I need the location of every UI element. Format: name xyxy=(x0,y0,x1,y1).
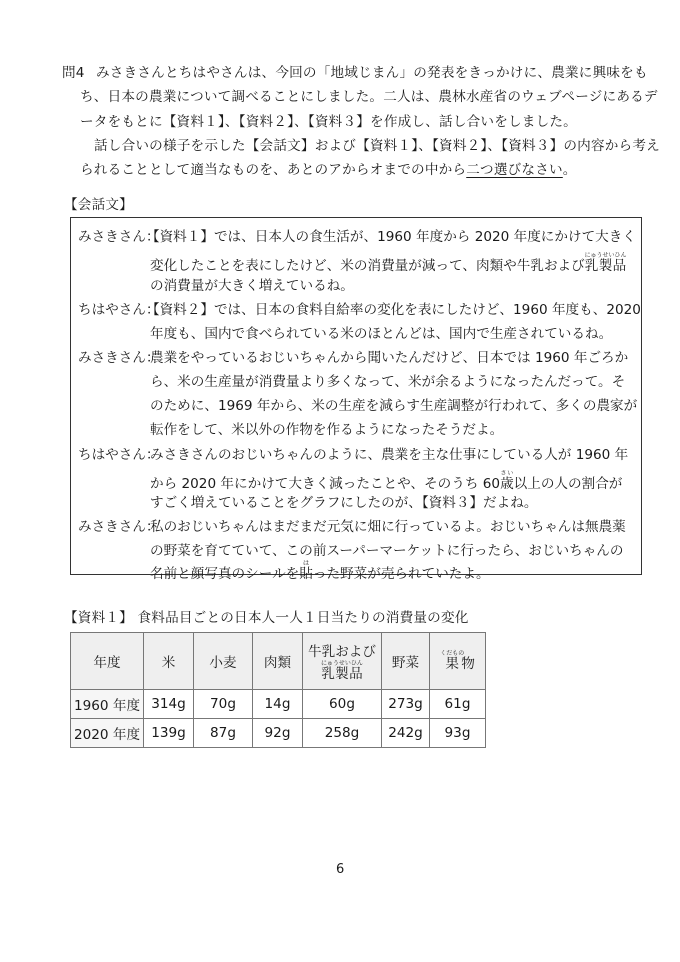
cell: 93g xyxy=(430,719,486,748)
header-meat: 肉類 xyxy=(253,633,303,690)
speaker-label: ちはやさん： xyxy=(78,302,160,318)
dialogue-line: みさきさんのおじいちゃんのように、農業を主な仕事にしている人が 1960 年 xyxy=(150,447,629,463)
dialogue-text: 以上の人の割合が xyxy=(513,476,623,492)
question-text-line: ち、日本の農業について調べることにしました。二人は、農林水産省のウェブページにあるデ xyxy=(80,89,658,105)
header-dairy xyxy=(303,633,382,690)
dialogue-text: 名前と顔写真のシールを xyxy=(150,566,300,582)
cell: 2020 年度 xyxy=(71,719,144,748)
cell: 139g xyxy=(144,719,194,748)
question-number: 問4 xyxy=(62,65,85,81)
header-fruit-rest: 物 xyxy=(461,656,475,672)
ruby-reading: にゅうせいひん xyxy=(584,252,627,259)
material1-table xyxy=(70,632,486,748)
cell: 70g xyxy=(194,690,253,719)
header-wheat: 小麦 xyxy=(194,633,253,690)
dialogue-line: すごく増えていることをグラフにしたのが、【資料３】だよね。 xyxy=(150,495,538,511)
table-header-row xyxy=(71,633,486,690)
ruby-base: 歳 xyxy=(500,476,514,492)
dialogue-line xyxy=(150,560,490,583)
dialogue-line: 転作をして、米以外の作物を作るようになったそうだよ。 xyxy=(150,422,504,438)
cell: 242g xyxy=(382,719,430,748)
table-row xyxy=(71,690,486,719)
dialogue-line: の消費量が大きく増えているね。 xyxy=(150,278,354,294)
ruby-base: 乳製品 xyxy=(321,666,363,682)
question-text-line: ータをもとに【資料１】、【資料２】、【資料３】を作成し、話し合いをしました。 xyxy=(80,114,577,130)
dialogue-line: 【資料２】では、日本の食料自給率の変化を表にしたけど、1960 年度も、2020 xyxy=(146,302,641,318)
header-rice: 米 xyxy=(144,633,194,690)
ruby-word xyxy=(440,650,465,672)
question-text-line: みさきさんとちはやさんは、今回の「地域じまん」の発表をきっかけに、農業に興味をも xyxy=(96,65,648,81)
dialogue-text: った野菜が売られていたよ。 xyxy=(312,566,490,582)
underlined-instruction: 二つ選びなさい xyxy=(466,162,563,178)
ruby-base: 貼 xyxy=(299,566,313,582)
dialogue-line: 年度も、国内で食べられている米のほとんどは、国内で生産されているね。 xyxy=(150,326,613,342)
cell: 87g xyxy=(194,719,253,748)
cell: 14g xyxy=(253,690,303,719)
cell: 314g xyxy=(144,690,194,719)
speaker-label: みさきさん： xyxy=(78,229,160,245)
ruby-reading: くだもの xyxy=(440,650,465,657)
cell: 60g xyxy=(303,690,382,719)
dialogue-line: 【資料１】では、日本人の食生活が、1960 年度から 2020 年度にかけて大きく xyxy=(146,229,636,245)
cell: 273g xyxy=(382,690,430,719)
dialogue-line xyxy=(150,252,626,275)
dialogue-line: ら、米の生産量が消費量より多くなって、米が余るようになったんだって。そ xyxy=(150,374,626,390)
dialogue-text: 変化したことを表にしたけど、米の消費量が減って、肉類や牛乳および xyxy=(150,258,585,274)
conversation-heading: 【会話文】 xyxy=(64,197,133,213)
instruction-text: られることとして適当なものを、あとのアからオまでの中から xyxy=(80,162,467,178)
question-text-line: 話し合いの様子を示した【会話文】および【資料１】、【資料２】、【資料３】の内容から考え xyxy=(94,138,660,154)
ruby-base: 乳製品 xyxy=(584,258,627,274)
header-fruit xyxy=(430,633,486,690)
cell: 1960 年度 xyxy=(71,690,144,719)
page-number: 6 xyxy=(336,862,345,877)
ruby-base: 果 xyxy=(440,656,465,672)
table-row xyxy=(71,719,486,748)
dialogue-line: の野菜を育てていて、この前スーパーマーケットに行ったら、おじいちゃんの xyxy=(150,543,624,559)
cell: 92g xyxy=(253,719,303,748)
speaker-label: ちはやさん： xyxy=(78,447,160,463)
ruby-word xyxy=(299,560,313,582)
question-text-line xyxy=(80,161,577,179)
ruby-word xyxy=(321,660,363,682)
cell: 61g xyxy=(430,690,486,719)
cell: 258g xyxy=(303,719,382,748)
ruby-reading: さい xyxy=(500,470,514,477)
dialogue-line xyxy=(150,470,622,493)
dialogue-text: から 2020 年にかけて大きく減ったことや、そのうち 60 xyxy=(150,476,501,492)
header-year: 年度 xyxy=(71,633,144,690)
header-dairy-line1: 牛乳および xyxy=(308,644,376,660)
ruby-word xyxy=(500,470,514,492)
ruby-reading: は xyxy=(299,560,313,567)
speaker-label: みさきさん： xyxy=(78,350,160,366)
period: 。 xyxy=(562,162,577,178)
ruby-word xyxy=(584,252,627,274)
header-vegetables: 野菜 xyxy=(382,633,430,690)
dialogue-line: 農業をやっているおじいちゃんから聞いたんだけど、日本では 1960 年ごろか xyxy=(150,350,629,366)
speaker-label: みさきさん： xyxy=(78,519,160,535)
dialogue-line: のために、1969 年から、米の生産を減らす生産調整が行われて、多くの農家が xyxy=(150,398,638,414)
dialogue-line: 私のおじいちゃんはまだまだ元気に畑に行っているよ。おじいちゃんは無農薬 xyxy=(150,519,626,535)
material1-title: 【資料１】 食料品目ごとの日本人一人１日当たりの消費量の変化 xyxy=(64,610,469,626)
ruby-reading: にゅうせいひん xyxy=(321,660,363,667)
